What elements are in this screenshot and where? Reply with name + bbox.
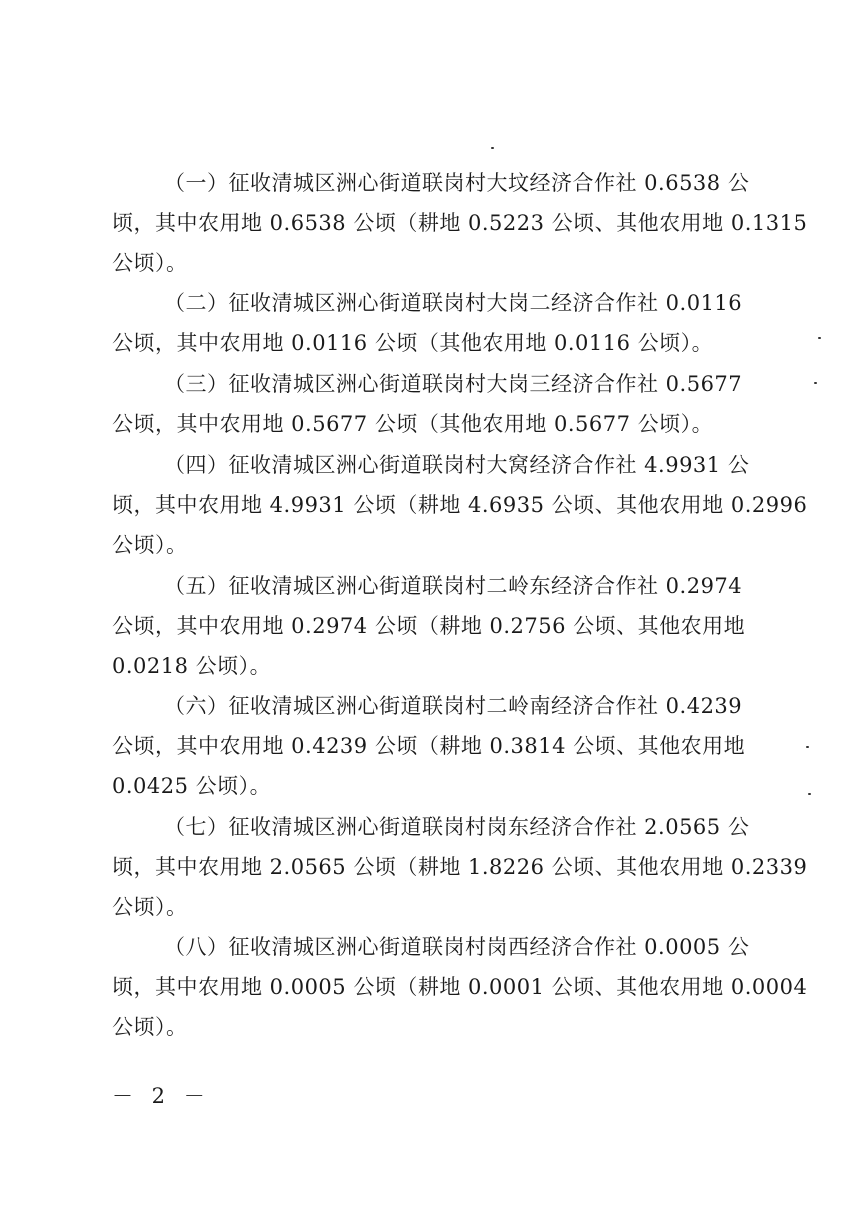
paragraph-line: 顷，其中农用地 4.9931 公顷（耕地 4.6935 公顷、其他农用地 0.2996 — [112, 493, 808, 517]
paragraph-line: 顷，其中农用地 0.0005 公顷（耕地 0.0001 公顷、其他农用地 0.0004 — [112, 975, 808, 999]
paragraph-line: （一）征收清城区洲心街道联岗村大坟经济合作社 0.6538 公 — [164, 171, 750, 195]
scan-speck — [808, 793, 811, 795]
paragraph-line: （八）征收清城区洲心街道联岗村岗西经济合作社 0.0005 公 — [164, 935, 750, 959]
scan-speck — [491, 147, 494, 149]
paragraph-line: 顷，其中农用地 0.6538 公顷（耕地 0.5223 公顷、其他农用地 0.1315 — [112, 211, 808, 235]
paragraph-line: 公顷）。 — [112, 251, 188, 275]
paragraph-line: （二）征收清城区洲心街道联岗村大岗二经济合作社 0.0116 — [164, 291, 743, 315]
page-number: － 2 － — [112, 1084, 211, 1108]
paragraph-line: （六）征收清城区洲心街道联岗村二岭南经济合作社 0.4239 — [164, 694, 743, 718]
paragraph-7 — [112, 807, 808, 927]
paragraph-line: （四）征收清城区洲心街道联岗村大窝经济合作社 4.9931 公 — [164, 453, 750, 477]
paragraph-line: 公顷，其中农用地 0.4239 公顷（耕地 0.3814 公顷、其他农用地 — [112, 734, 746, 758]
paragraph-2 — [112, 283, 742, 363]
paragraph-8 — [112, 927, 808, 1047]
paragraph-6 — [112, 686, 746, 806]
paragraph-line: 公顷）。 — [112, 1015, 188, 1039]
paragraph-line: （三）征收清城区洲心街道联岗村大岗三经济合作社 0.5677 — [164, 372, 743, 396]
paragraph-line: 顷，其中农用地 2.0565 公顷（耕地 1.8226 公顷、其他农用地 0.2339 — [112, 855, 808, 879]
paragraph-4 — [112, 445, 808, 565]
paragraph-line: 公顷）。 — [112, 533, 188, 557]
paragraph-1 — [112, 163, 808, 283]
paragraph-line: （五）征收清城区洲心街道联岗村二岭东经济合作社 0.2974 — [164, 574, 743, 598]
paragraph-line: 公顷，其中农用地 0.2974 公顷（耕地 0.2756 公顷、其他农用地 — [112, 614, 746, 638]
paragraph-line: 0.0425 公顷）。 — [112, 774, 272, 798]
paragraph-line: 公顷，其中农用地 0.5677 公顷（其他农用地 0.5677 公顷）。 — [112, 412, 714, 436]
paragraph-line: 公顷，其中农用地 0.0116 公顷（其他农用地 0.0116 公顷）。 — [112, 331, 714, 355]
paragraph-3 — [112, 364, 742, 444]
scan-speck — [806, 746, 809, 748]
paragraph-5 — [112, 566, 746, 686]
scan-speck — [814, 382, 817, 384]
paragraph-line: 0.0218 公顷）。 — [112, 654, 272, 678]
paragraph-line: （七）征收清城区洲心街道联岗村岗东经济合作社 2.0565 公 — [164, 815, 750, 839]
scan-speck — [818, 337, 821, 339]
paragraph-line: 公顷）。 — [112, 895, 188, 919]
